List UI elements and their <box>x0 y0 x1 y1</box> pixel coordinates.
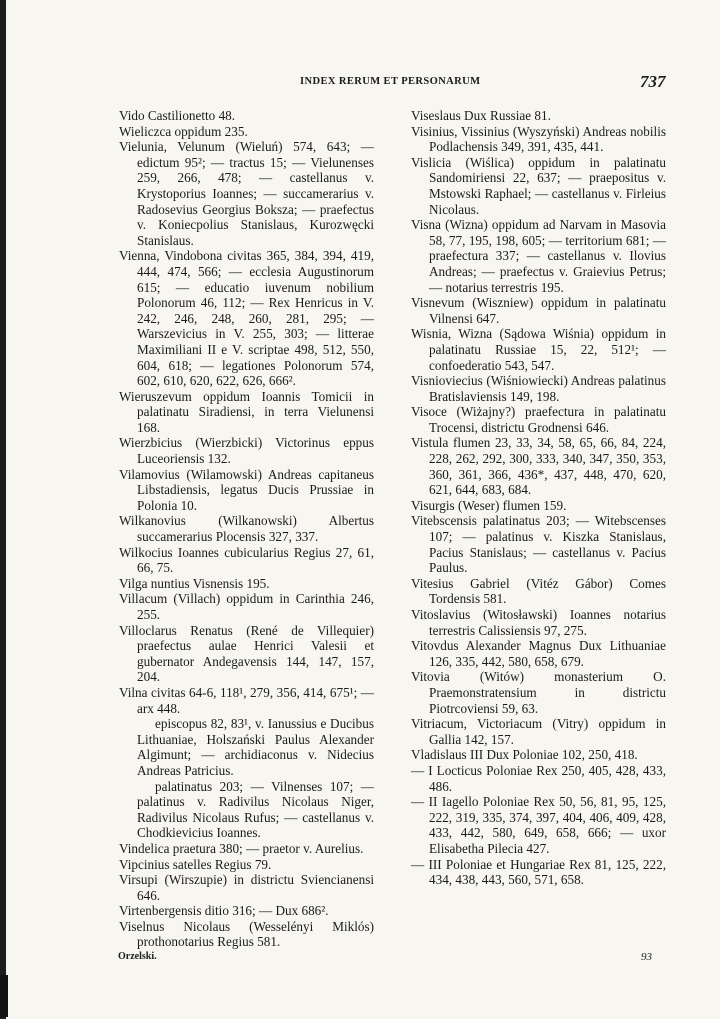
page-number: 737 <box>640 72 666 91</box>
index-entry: Virtenbergensis ditio 316; — Dux 686². <box>119 903 329 919</box>
index-entry: — II Iagello Poloniae Rex 50, 56, 81, 95, 125, 222, 319, 335, 374, 397, 404, 406, 409, 428, 433, 442, 580, 649, 658, 666; — uxor Elisabetha Pilecia 427. <box>411 794 666 856</box>
index-entry: Villacum (Villach) oppidum in Carinthia 246, 255. <box>119 591 374 622</box>
page-footer <box>0 951 720 971</box>
folio-number: 93 <box>641 951 652 963</box>
index-entry: Vilga nuntius Visnensis 195. <box>119 575 270 591</box>
index-entry: Vitriacum, Victoriacum (Vitry) oppidum in Gallia 142, 157. <box>411 716 666 747</box>
index-entry: Vilamovius (Wilamowski) Andreas capitaneus Libstadiensis, legatus Ducis Prussiae in Polonia 10. <box>119 466 374 513</box>
index-entry: Vilna civitas 64-6, 118¹, 279, 356, 414, 675¹; — arx 448. <box>119 684 374 716</box>
page-header <box>0 72 720 96</box>
index-entry: Viselnus Nicolaus (Wesselényi Miklós) prothonotarius Regius 581. <box>119 918 374 950</box>
index-entry: Vitesius Gabriel (Vitéz Gábor) Comes Tordensis 581. <box>411 575 666 607</box>
scan-left-edge <box>0 0 6 1019</box>
index-entry: Vislicia (Wiślica) oppidum in palatinatu Sandomiriensi 22, 637; — praepositus v. Mstowski Raphael; — castellanus v. Firleius Nicolaus. <box>411 154 666 217</box>
index-entry: — III Poloniae et Hungariae Rex 81, 125, 222, 434, 438, 443, 560, 571, 658. <box>411 856 666 888</box>
index-entry: Vitebscensis palatinatus 203; — Witebscenses 107; — palatinus v. Kiszka Stanislaus, Pacius Stanislaus; — castellanus v. Pacius Paulus. <box>411 513 666 576</box>
index-entry: Vistula flumen 23, 33, 34, 58, 65, 66, 84, 224, 228, 262, 292, 300, 333, 340, 347, 350, 353, 360, 361, 366, 436*, 437, 448, 470, 620, 621, 644, 683, 684. <box>411 435 666 498</box>
index-entry: Vienna, Vindobona civitas 365, 384, 394, 419, 444, 474, 566; — ecclesia Augustinorum 615; — educatio iuvenum nobilium Polonorum 46, 112; — Rex Henricus in V. 242, 246, 248, 260, 281, 295; — Warszevicius in V. 255, 303; — litterae Maximiliani II e V. scriptae 498, 512, 550, 604, 618; — legationes Polonorum 574, 602, 610, 620, 622, 626, 666². <box>119 248 374 389</box>
index-entry: Wilkanovius (Wilkanowski) Albertus succamerarius Plocensis 327, 337. <box>119 513 374 545</box>
index-entry: Wierzbicius (Wierzbicki) Victorinus eppus Luceoriensis 132. <box>119 435 374 467</box>
index-entry: palatinatus 203; — Vilnenses 107; — palatinus v. Radivilus Nicolaus Niger, Radivilus Nicolaus Rufus; — castellanus v. Chodkievicius Ioannes. <box>137 778 374 841</box>
index-entry: Visnioviecius (Wiśniowiecki) Andreas palatinus Bratislaviensis 149, 198. <box>411 373 666 404</box>
index-entry: Visurgis (Weser) flumen 159. <box>411 497 567 513</box>
index-entry: Vido Castilionetto 48. <box>119 108 236 123</box>
running-title: INDEX RERUM ET PERSONARUM <box>300 76 481 87</box>
index-entry: Visinius, Vissinius (Wyszyński) Andreas nobilis Podlachensis 349, 391, 435, 441. <box>411 123 666 155</box>
index-column-left <box>119 108 374 950</box>
index-entry: Visna (Wizna) oppidum ad Narvam in Masovia 58, 77, 195, 198, 605; — territorium 681; — praefectura 337; — castellanus v. Ilovius Andreas; — praefectus v. Graievius Petrus; — notarius terrestris 195. <box>411 217 666 295</box>
index-entry: — I Locticus Poloniae Rex 250, 405, 428, 433, 486. <box>411 762 666 794</box>
index-entry: Vielunia, Velunum (Wieluń) 574, 643; — edictum 95²; — tractus 15; — Vielunenses 259, 266, 478; — castellanus v. Krystoporius Ioannes; — succamerarius v. Radosevius Georgius Boksza; — praefectus v. Koniecpolius Stanislaus, Kurozwęcki Stanislaus. <box>119 139 374 248</box>
index-entry: Vipcinius satelles Regius 79. <box>119 856 272 872</box>
index-entry: Villoclarus Renatus (René de Villequier) praefectus aulae Henrici Valesii et gubernator Andegavensis 144, 147, 157, 204. <box>119 622 374 685</box>
index-entry: Vladislaus III Dux Poloniae 102, 250, 418. <box>411 747 638 763</box>
index-entry: Viseslaus Dux Russiae 81. <box>411 108 551 123</box>
index-entry: Vindelica praetura 380; — praetor v. Aurelius. <box>119 840 364 856</box>
index-column-right <box>411 108 666 888</box>
index-entry: Wieruszevum oppidum Ioannis Tomicii in palatinatu Siradiensi, in terra Vielunensi 168. <box>119 388 374 435</box>
index-entry: Virsupi (Wirszupie) in districtu Sviencianensi 646. <box>119 872 374 903</box>
index-entry: Wieliczca oppidum 235. <box>119 123 248 139</box>
index-entry: Visnevum (Wiszniew) oppidum in palatinatu Vilnensi 647. <box>411 295 666 326</box>
scan-edge-mark <box>0 975 8 1017</box>
index-entry: Vitoslavius (Witosławski) Ioannes notarius terrestris Calissiensis 97, 275. <box>411 607 666 638</box>
index-entry: Vitovia (Witów) monasterium O. Praemonstratensium in districtu Piotrcoviensi 59, 63. <box>411 669 666 716</box>
index-entry: episcopus 82, 83¹, v. Ianussius e Ducibus Lithuaniae, Holszański Paulus Alexander Algimunt; — archidiaconus v. Nidecius Andreas Patricius. <box>137 716 374 778</box>
index-entry: Wisnia, Wizna (Sądowa Wiśnia) oppidum in palatinatu Russiae 15, 22, 512¹; — confoederatio 543, 547. <box>411 326 666 373</box>
printer-signature: Orzelski. <box>118 951 157 962</box>
index-entry: Wilkocius Ioannes cubicularius Regius 27, 61, 66, 75. <box>119 544 374 576</box>
index-entry: Vitovdus Alexander Magnus Dux Lithuaniae 126, 335, 442, 580, 658, 679. <box>411 638 666 669</box>
index-entry: Visoce (Wiżajny?) praefectura in palatinatu Trocensi, districtu Grodnensi 646. <box>411 404 666 435</box>
